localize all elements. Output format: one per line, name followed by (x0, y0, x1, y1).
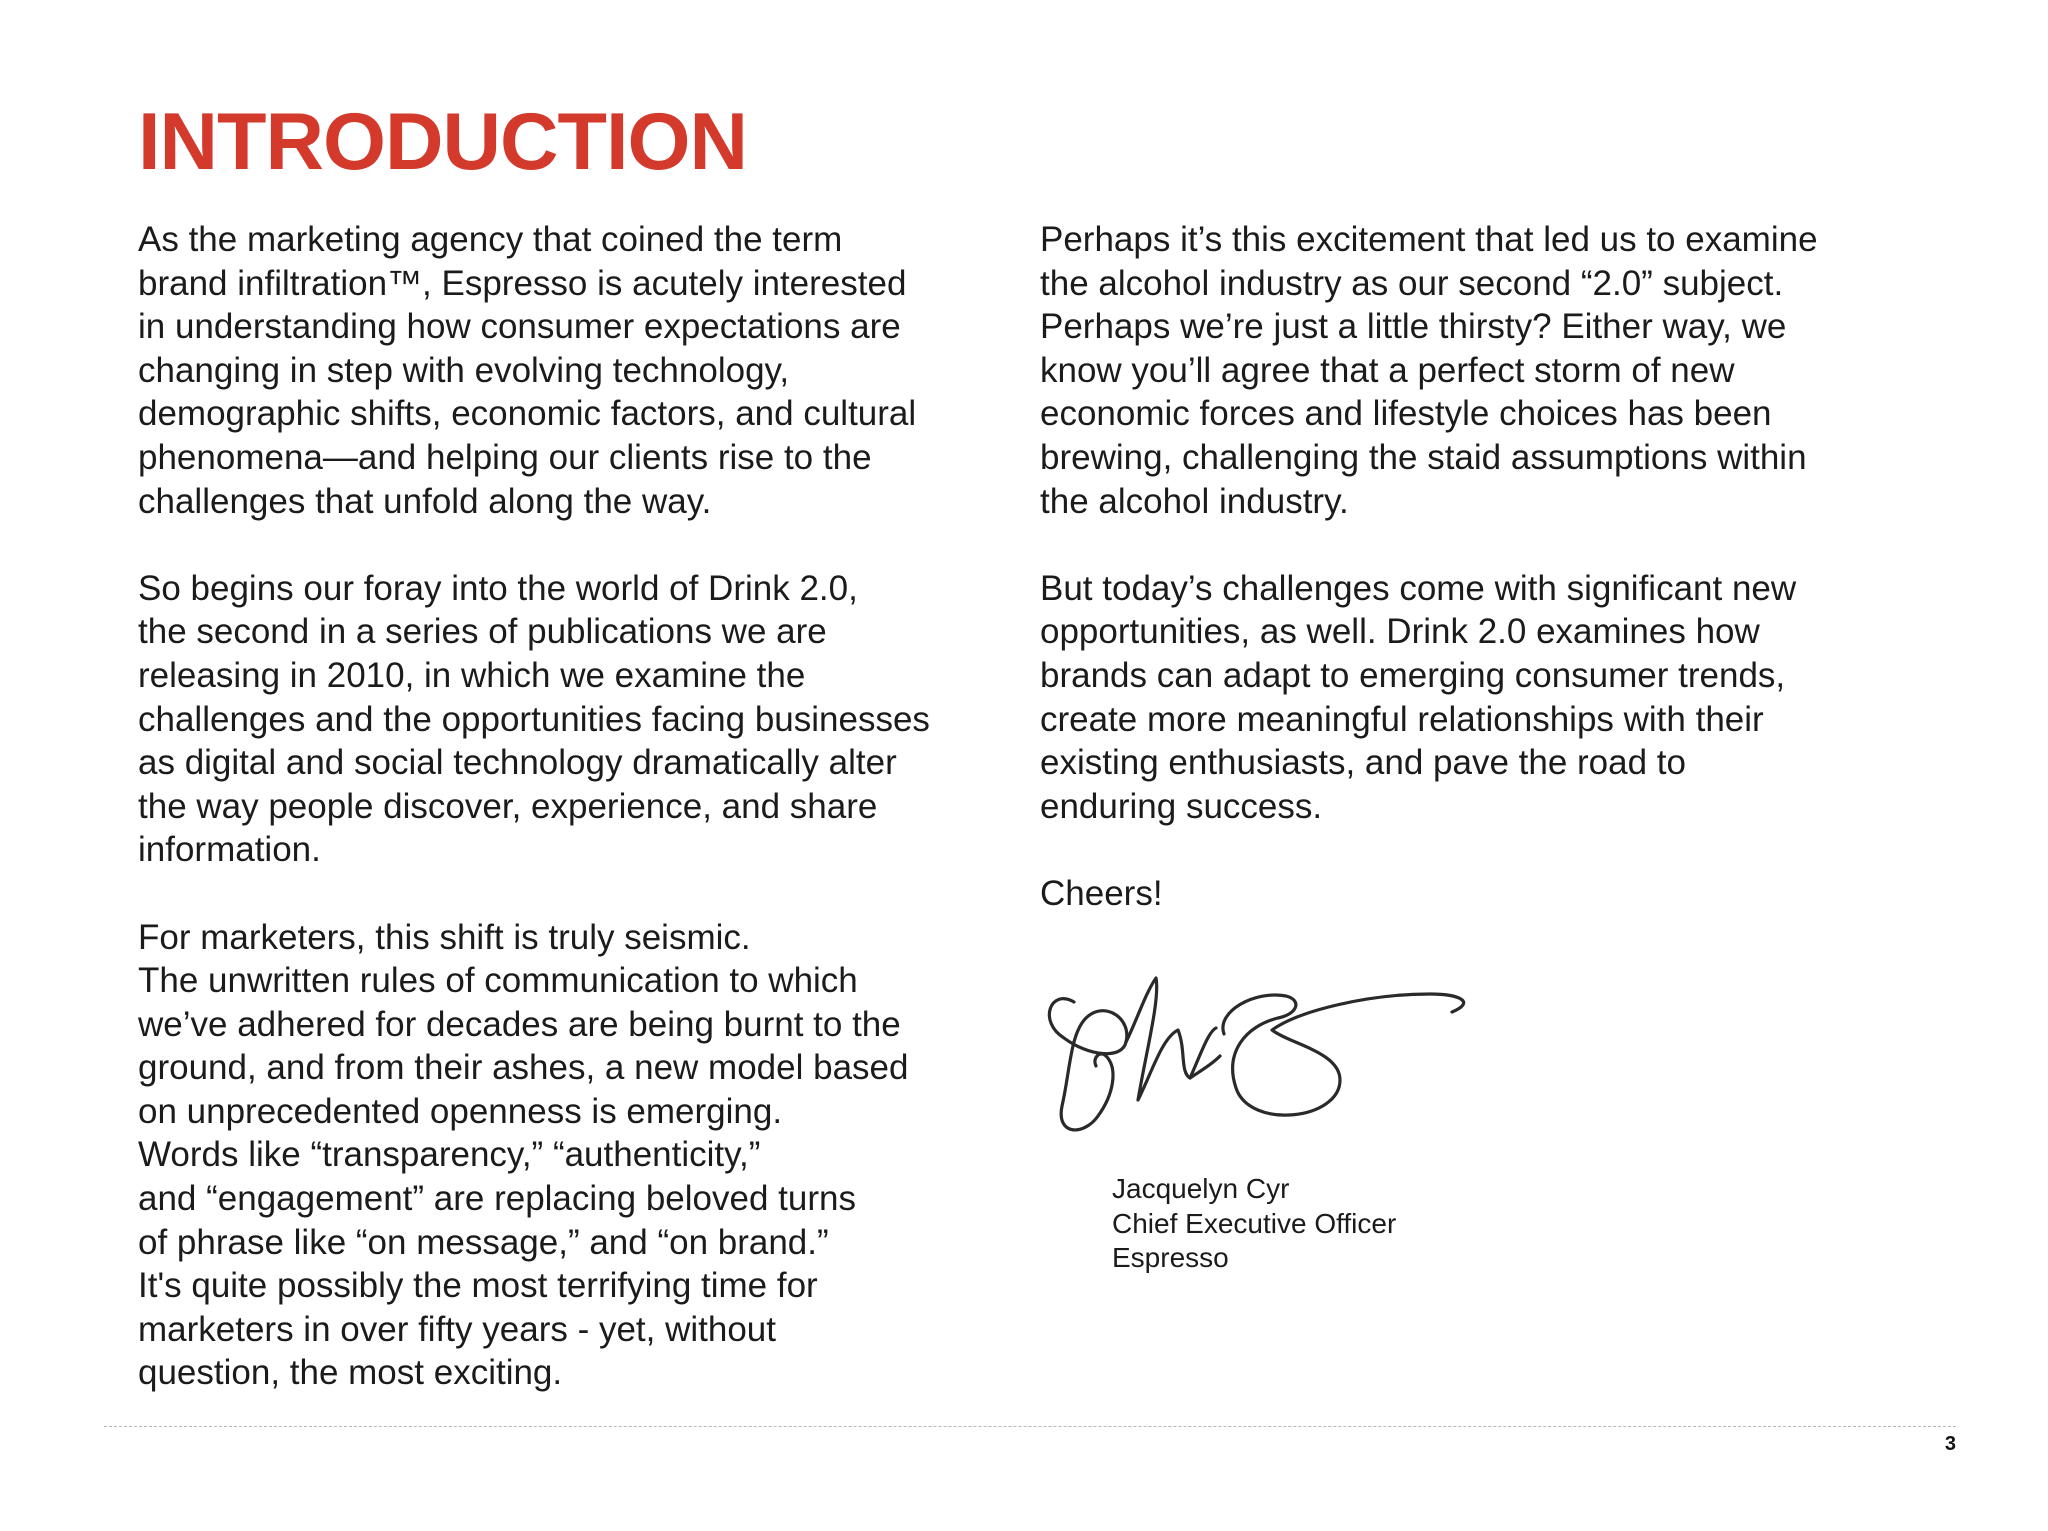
signatory-block (1112, 1172, 1396, 1276)
paragraph-marketers-shift: For marketers, this shift is truly seismic. The unwritten rules of communication to which we’ve adhered for decades are being burnt to the ground, and from their ashes, a new model based on unprecedented openness is emerging. Words like “transparency,” “authenticity,” and “engagement” are replacing beloved turns of phrase like “on message,” and “on brand.” It's quite possibly the most terrifying time for marketers in over fifty years - yet, without question, the most exciting. (138, 917, 909, 1393)
paragraph-agency-intro: As the marketing agency that coined the term brand infiltration™, Espresso is acutely interested in understanding how consumer expectations are changing in step with evolving technology, demographic shifts, economic factors, and cultural phenomena—and helping our clients rise to the challenges that unfold along the way. (138, 220, 917, 521)
paragraph-alcohol-industry: Perhaps it’s this excitement that led us to examine the alcohol industry as our second “2.0” subject. Perhaps we’re just a little thirsty? Either way, we know you’ll agree that a perfect storm of new economic forces and lifestyle choices has been brewing, challenging the staid assumptions within the alcohol industry. (1040, 220, 1818, 521)
signatory-role: Chief Executive Officer (1112, 1207, 1397, 1239)
paragraph-sign-off: Cheers! (1040, 873, 1163, 913)
signatory-name: Jacquelyn Cyr (1112, 1173, 1290, 1204)
signatory-company: Espresso (1112, 1242, 1229, 1273)
page-number: 3 (1944, 1433, 1956, 1455)
left-column (138, 218, 988, 1439)
footer-divider (104, 1426, 1956, 1427)
paragraph-drink-series: So begins our foray into the world of Drink 2.0, the second in a series of publications we are releasing in 2010, in which we examine the challenges and the opportunities facing businesses as digital and social technology dramatically alter the way people discover, experience, and share information. (138, 568, 930, 870)
right-column (1040, 218, 1920, 959)
paragraph-opportunities: But today’s challenges come with significant new opportunities, as well. Drink 2.0 examines how brands can adapt to emerging consumer trends, create more meaningful relationships with their existing enthusiasts, and pave the road to enduring success. (1040, 568, 1797, 826)
handwritten-signature (1040, 960, 1510, 1160)
page-title: INTRODUCTION (138, 97, 747, 187)
